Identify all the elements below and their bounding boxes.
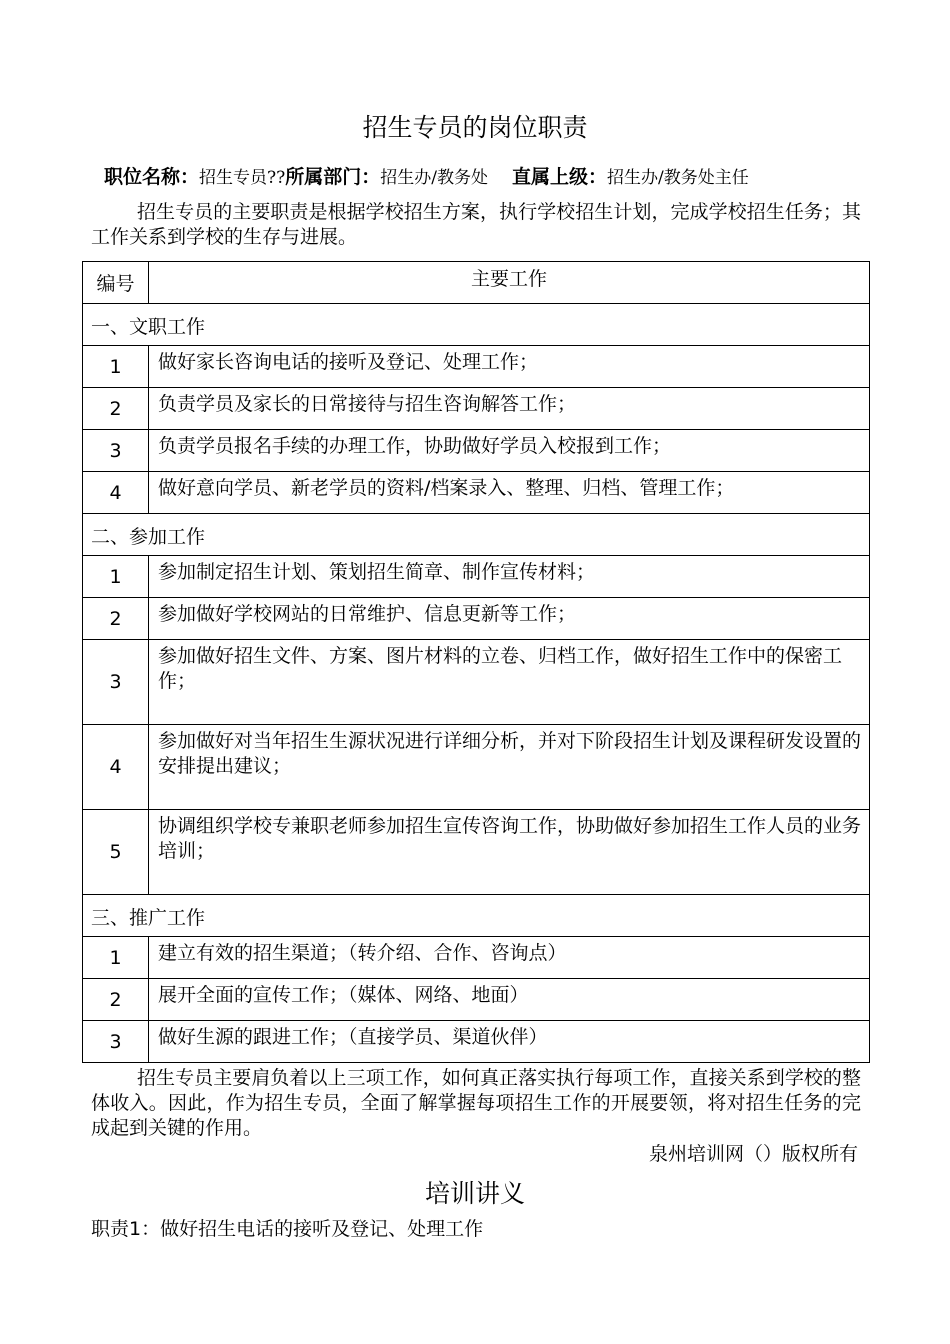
row-num: 1 — [83, 937, 149, 979]
dept-label: 所属部门： — [285, 166, 381, 188]
table-row — [83, 725, 870, 810]
table-row — [83, 937, 870, 979]
row-text: 参加做好对当年招生生源状况进行详细分析，并对下阶段招生计划及课程研发设置的安排提出建议； — [149, 725, 870, 810]
table-row — [83, 640, 870, 725]
row-num: 2 — [83, 598, 149, 640]
row-text: 参加做好学校网站的日常维护、信息更新等工作； — [149, 598, 870, 640]
row-text: 展开全面的宣传工作；（媒体、网络、地面） — [149, 979, 870, 1021]
row-text: 负责学员及家长的日常接待与招生咨询解答工作； — [149, 388, 870, 430]
section-row — [83, 304, 870, 346]
row-num: 4 — [83, 725, 149, 810]
row-num: 5 — [83, 810, 149, 895]
row-num: 2 — [83, 388, 149, 430]
table-row — [83, 472, 870, 514]
row-num: 3 — [83, 430, 149, 472]
table-row — [83, 346, 870, 388]
row-text: 负责学员报名手续的办理工作，协助做好学员入校报到工作； — [149, 430, 870, 472]
table-row — [83, 430, 870, 472]
row-num: 2 — [83, 979, 149, 1021]
copyright-notice: 泉州培训网（）版权所有 — [648, 1143, 858, 1165]
section-subtitle: 培训讲义 — [424, 1179, 525, 1208]
table-row — [83, 598, 870, 640]
header-num: 编号 — [83, 262, 149, 304]
table-header-row — [83, 262, 870, 304]
table-row — [83, 810, 870, 895]
table-row — [83, 1021, 870, 1063]
superior-label: 直属上级： — [512, 166, 608, 188]
section-title: 二、参加工作 — [83, 514, 870, 556]
row-text: 参加做好招生文件、方案、图片材料的立卷、归档工作，做好招生工作中的保密工作； — [149, 640, 870, 725]
section-row — [83, 514, 870, 556]
row-text: 参加制定招生计划、策划招生简章、制作宣传材料； — [149, 556, 870, 598]
row-text: 协调组织学校专兼职老师参加招生宣传咨询工作，协助做好参加招生工作人员的业务培训； — [149, 810, 870, 895]
section-title: 三、推广工作 — [83, 895, 870, 937]
section-row — [83, 895, 870, 937]
page-title: 招生专员的岗位职责 — [362, 113, 588, 142]
table-row — [83, 388, 870, 430]
duty-heading: 职责1：做好招生电话的接听及登记、处理工作 — [91, 1218, 484, 1240]
position-value: 招生专员?? — [199, 168, 286, 188]
section-title: 一、文职工作 — [83, 304, 870, 346]
row-text: 做好生源的跟进工作；（直接学员、渠道伙伴） — [149, 1021, 870, 1063]
row-num: 3 — [83, 640, 149, 725]
row-text: 做好意向学员、新老学员的资料/档案录入、整理、归档、管理工作； — [149, 472, 870, 514]
row-num: 1 — [83, 346, 149, 388]
table-row — [83, 556, 870, 598]
conclusion-paragraph: 招生专员主要肩负着以上三项工作，如何真正落实执行每项工作，直接关系到学校的整体收入。因此，作为招生专员，全面了解掌握每项招生工作的开展要领，将对招生任务的完成起到关键的作用。 — [91, 1067, 861, 1139]
row-num: 1 — [83, 556, 149, 598]
row-num: 3 — [83, 1021, 149, 1063]
table-row — [83, 979, 870, 1021]
superior-value: 招生办/教务处主任 — [607, 168, 749, 188]
dept-value: 招生办/教务处 — [380, 168, 488, 188]
position-label: 职位名称： — [104, 166, 200, 188]
job-meta — [104, 162, 749, 189]
row-num: 4 — [83, 472, 149, 514]
row-text: 建立有效的招生渠道；（转介绍、合作、咨询点） — [149, 937, 870, 979]
row-text: 做好家长咨询电话的接听及登记、处理工作； — [149, 346, 870, 388]
header-main: 主要工作 — [149, 262, 870, 304]
duties-table — [82, 261, 870, 1063]
intro-paragraph: 招生专员的主要职责是根据学校招生方案，执行学校招生计划，完成学校招生任务；其工作关系到学校的生存与进展。 — [91, 201, 861, 248]
